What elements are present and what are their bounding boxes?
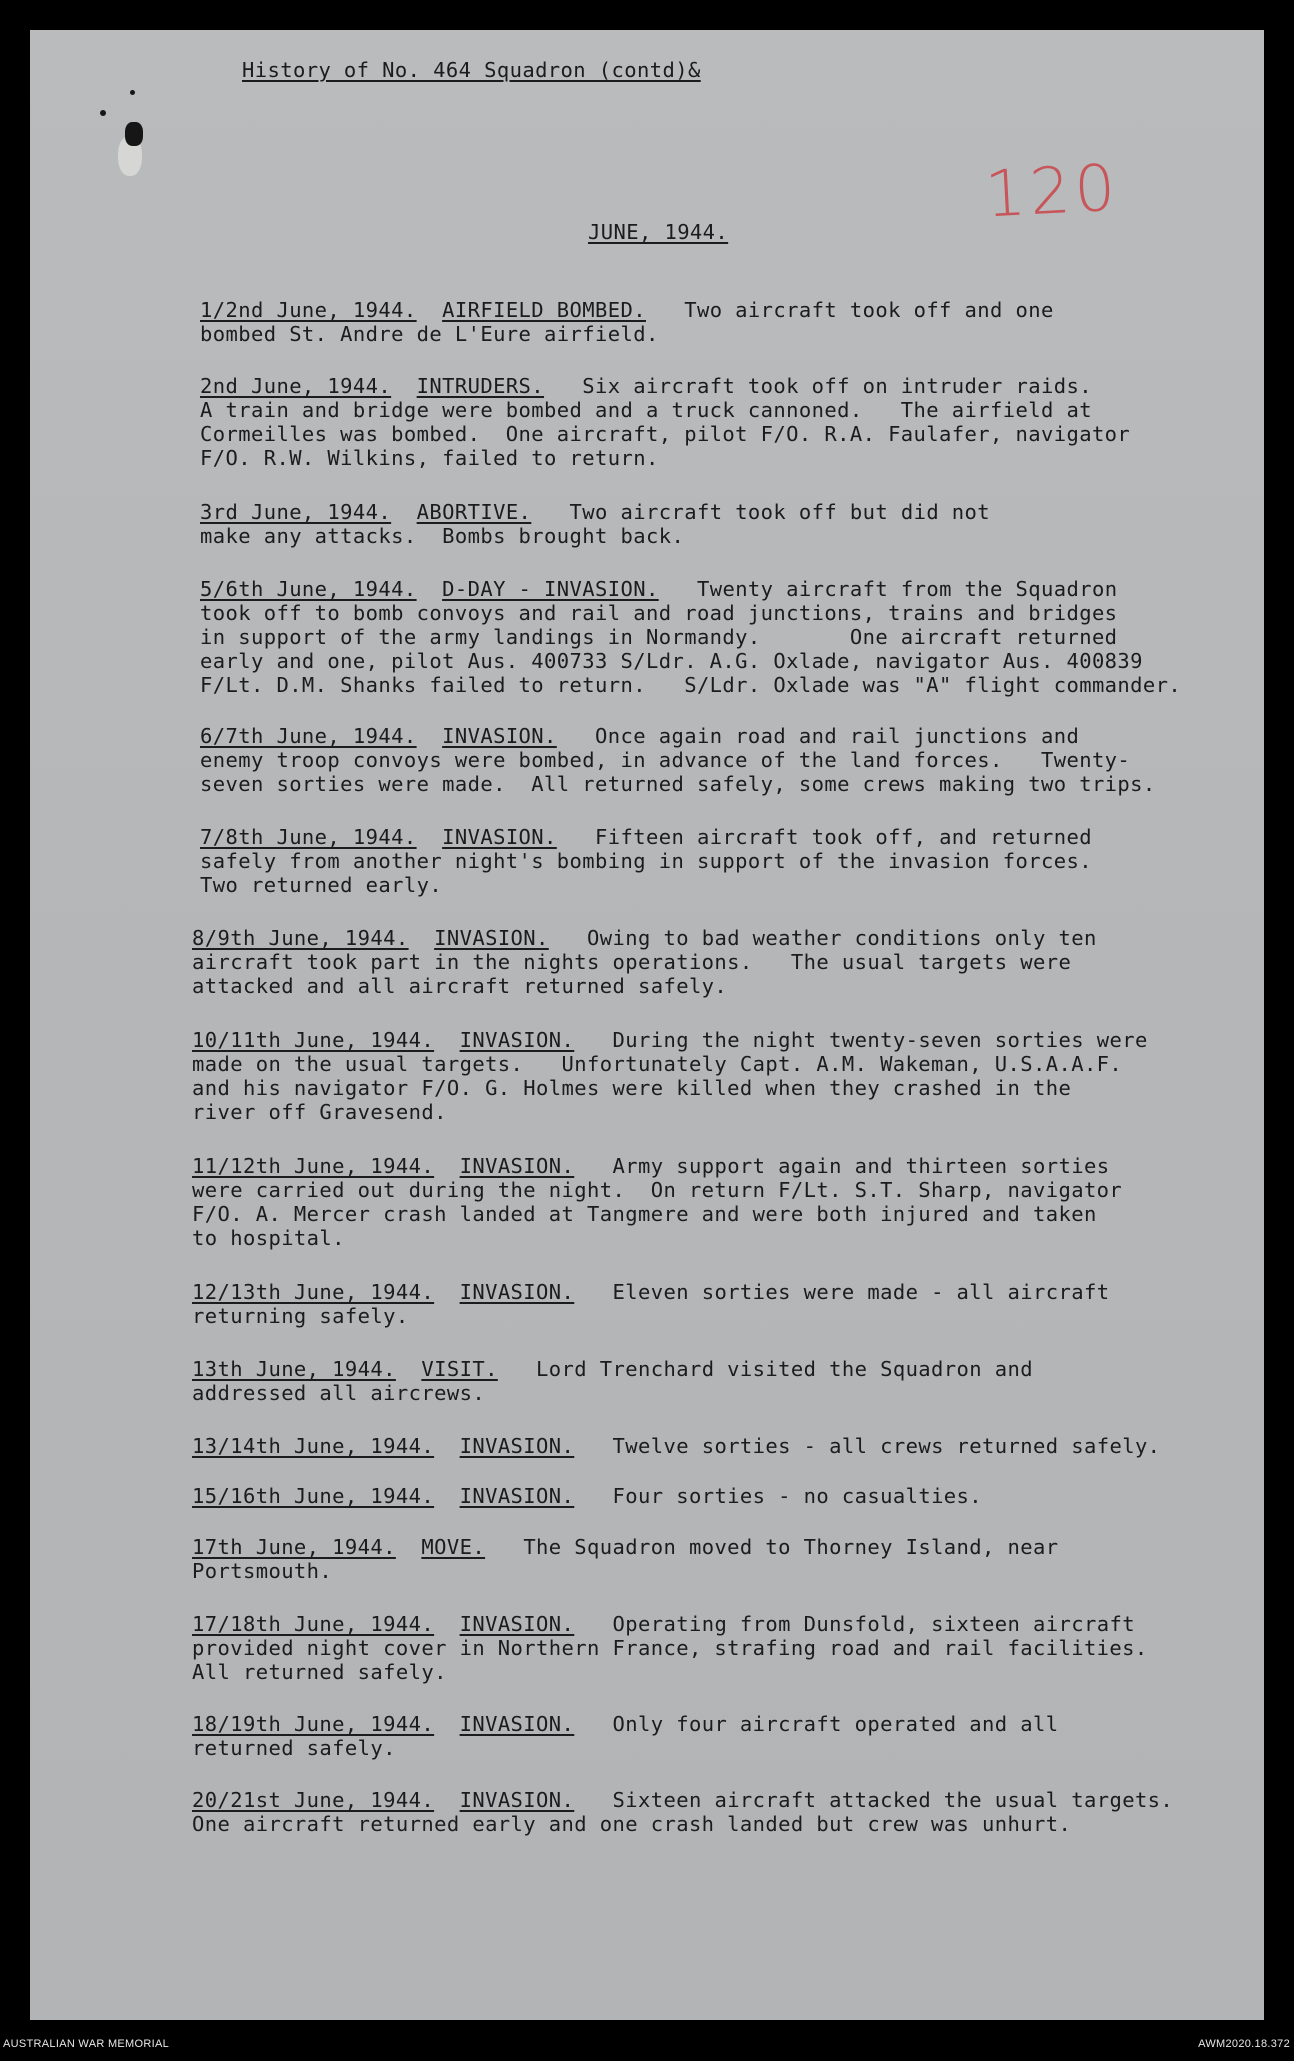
entry-continuation-line: addressed all aircrews. <box>192 1381 486 1405</box>
entry-continuation-line: One aircraft returned early and one crash landed but crew was unhurt. <box>192 1812 1072 1836</box>
entry-date: 17/18th June, 1944. <box>192 1612 435 1636</box>
entry-heading: MOVE. <box>421 1535 486 1559</box>
entry-date: 1/2nd June, 1944. <box>200 298 417 322</box>
log-entry <box>192 1357 1232 1405</box>
entry-date: 12/13th June, 1944. <box>192 1280 435 1304</box>
entry-date: 10/11th June, 1944. <box>192 1028 435 1052</box>
entry-continuation-line: to hospital. <box>192 1226 345 1250</box>
entry-first-line <box>192 1357 1232 1381</box>
entry-continuation-line: seven sorties were made. All returned safely, some crews making two trips. <box>200 772 1156 796</box>
entry-text: Army support again and thirteen sorties <box>612 1154 1110 1178</box>
entry-text: Six aircraft took off on intruder raids. <box>582 374 1092 398</box>
entry-text: During the night twenty-seven sorties were <box>612 1028 1148 1052</box>
entry-date: 13/14th June, 1944. <box>192 1434 435 1458</box>
entry-continuation-line: attacked and all aircraft returned safely. <box>192 974 728 998</box>
log-entry <box>192 1028 1232 1124</box>
entry-first-line <box>192 1788 1232 1812</box>
entry-continuation-line: returning safely. <box>192 1304 409 1328</box>
entry-first-line <box>200 374 1240 398</box>
entry-continuation-line: All returned safely. <box>192 1660 447 1684</box>
entry-continuation-line: Two returned early. <box>200 873 443 897</box>
document-page <box>30 30 1264 2020</box>
entry-continuation-line: made on the usual targets. Unfortunately Capt. A.M. Wakeman, U.S.A.A.F. <box>192 1052 1123 1076</box>
entry-continuation-line: river off Gravesend. <box>192 1100 447 1124</box>
entry-heading: ABORTIVE. <box>416 500 532 524</box>
entry-heading: D-DAY - INVASION. <box>442 577 659 601</box>
entry-first-line <box>200 825 1240 849</box>
entry-continuation-line: safely from another night's bombing in support of the invasion forces. <box>200 849 1092 873</box>
entry-date: 3rd June, 1944. <box>200 500 392 524</box>
entry-date: 11/12th June, 1944. <box>192 1154 435 1178</box>
entry-continuation-line: aircraft took part in the nights operations. The usual targets were <box>192 950 1072 974</box>
entry-first-line <box>200 724 1240 748</box>
entry-date: 18/19th June, 1944. <box>192 1712 435 1736</box>
log-entry <box>192 1484 1232 1508</box>
log-entry <box>192 1535 1232 1583</box>
entry-continuation-line: and his navigator F/O. G. Holmes were killed when they crashed in the <box>192 1076 1072 1100</box>
entry-date: 7/8th June, 1944. <box>200 825 417 849</box>
entry-first-line <box>200 577 1240 601</box>
entry-text: Once again road and rail junctions and <box>595 724 1080 748</box>
entry-text: Four sorties - no casualties. <box>612 1484 983 1508</box>
entry-continuation-line: bombed St. Andre de L'Eure airfield. <box>200 322 659 346</box>
entry-heading: INVASION. <box>442 724 557 748</box>
entry-first-line <box>192 1280 1232 1304</box>
entry-text: Fifteen aircraft took off, and returned <box>595 825 1092 849</box>
entry-date: 8/9th June, 1944. <box>192 926 409 950</box>
entry-heading: INVASION. <box>434 926 549 950</box>
entry-first-line <box>200 298 1240 322</box>
month-heading: JUNE, 1944. <box>588 220 729 244</box>
entry-heading: INVASION. <box>459 1154 575 1178</box>
entry-continuation-line: early and one, pilot Aus. 400733 S/Ldr. A.G. Oxlade, navigator Aus. 400839 <box>200 649 1143 673</box>
log-entry <box>200 374 1240 470</box>
entry-first-line <box>192 1154 1232 1178</box>
entry-heading: INVASION. <box>459 1484 575 1508</box>
entry-text: The Squadron moved to Thorney Island, near <box>523 1535 1059 1559</box>
entry-continuation-line: returned safely. <box>192 1736 396 1760</box>
entry-heading: INVASION. <box>442 825 557 849</box>
ink-mark <box>100 110 106 116</box>
entry-heading: AIRFIELD BOMBED. <box>442 298 646 322</box>
log-entry <box>200 500 1240 548</box>
entry-continuation-line: Portsmouth. <box>192 1559 333 1583</box>
entry-date: 15/16th June, 1944. <box>192 1484 435 1508</box>
log-entry <box>192 1612 1232 1684</box>
entry-date: 5/6th June, 1944. <box>200 577 417 601</box>
entry-first-line <box>192 926 1232 950</box>
log-entry <box>192 1154 1232 1250</box>
entry-text: Lord Trenchard visited the Squadron and <box>536 1357 1033 1381</box>
entry-continuation-line: took off to bomb convoys and rail and road junctions, trains and bridges <box>200 601 1118 625</box>
entry-first-line <box>192 1434 1232 1458</box>
entry-continuation-line: in support of the army landings in Normandy. One aircraft returned <box>200 625 1118 649</box>
footer-accession-number: AWM2020.18.372 <box>1198 2038 1290 2050</box>
entry-first-line <box>192 1712 1232 1736</box>
footer-institution: AUSTRALIAN WAR MEMORIAL <box>3 2038 170 2050</box>
entry-heading: INVASION. <box>459 1434 575 1458</box>
entry-text: Sixteen aircraft attacked the usual targets. <box>612 1788 1174 1812</box>
log-entry <box>192 1788 1232 1836</box>
entry-heading: INVASION. <box>459 1788 575 1812</box>
log-entry <box>192 1434 1232 1458</box>
entry-continuation-line: enemy troop convoys were bombed, in advance of the land forces. Twenty- <box>200 748 1131 772</box>
entry-heading: INVASION. <box>459 1612 575 1636</box>
entry-continuation-line: F/Lt. D.M. Shanks failed to return. S/Ldr. Oxlade was "A" flight commander. <box>200 673 1182 697</box>
entry-heading: INVASION. <box>459 1280 575 1304</box>
entry-heading: INTRUDERS. <box>416 374 545 398</box>
entry-text: Twelve sorties - all crews returned safely. <box>612 1434 1161 1458</box>
entry-text: Only four aircraft operated and all <box>612 1712 1059 1736</box>
entry-date: 6/7th June, 1944. <box>200 724 417 748</box>
ink-mark <box>125 122 143 146</box>
entry-continuation-line: F/O. A. Mercer crash landed at Tangmere and were both injured and taken <box>192 1202 1097 1226</box>
entry-continuation-line: Cormeilles was bombed. One aircraft, pilot F/O. R.A. Faulafer, navigator <box>200 422 1131 446</box>
entry-continuation-line: make any attacks. Bombs brought back. <box>200 524 685 548</box>
entry-heading: INVASION. <box>459 1028 575 1052</box>
entry-heading: VISIT. <box>421 1357 498 1381</box>
entry-text: Operating from Dunsfold, sixteen aircraft <box>612 1612 1135 1636</box>
log-entry <box>192 1280 1232 1328</box>
entry-text: Owing to bad weather conditions only ten <box>587 926 1097 950</box>
entry-continuation-line: A train and bridge were bombed and a truck cannoned. The airfield at <box>200 398 1092 422</box>
entry-first-line <box>192 1612 1232 1636</box>
entry-first-line <box>200 500 1240 524</box>
entry-heading: INVASION. <box>459 1712 575 1736</box>
entry-first-line <box>192 1484 1232 1508</box>
entry-text: Twenty aircraft from the Squadron <box>696 577 1118 601</box>
log-entry <box>200 825 1240 897</box>
entry-continuation-line: F/O. R.W. Wilkins, failed to return. <box>200 446 659 470</box>
log-entry <box>200 298 1240 346</box>
ink-mark <box>130 90 135 95</box>
log-entry <box>192 1712 1232 1760</box>
document-header: History of No. 464 Squadron (contd)& <box>242 58 701 82</box>
entry-continuation-line: were carried out during the night. On return F/Lt. S.T. Sharp, navigator <box>192 1178 1123 1202</box>
page-number: 120 <box>983 151 1122 233</box>
entry-text: Eleven sorties were made - all aircraft <box>612 1280 1110 1304</box>
entry-continuation-line: provided night cover in Northern France, strafing road and rail facilities. <box>192 1636 1148 1660</box>
entry-date: 20/21st June, 1944. <box>192 1788 435 1812</box>
entry-text: Two aircraft took off but did not <box>569 500 991 524</box>
log-entry <box>200 724 1240 796</box>
entry-date: 13th June, 1944. <box>192 1357 396 1381</box>
log-entry <box>200 577 1240 697</box>
entry-first-line <box>192 1028 1232 1052</box>
entry-date: 2nd June, 1944. <box>200 374 392 398</box>
log-entry <box>192 926 1232 998</box>
entry-text: Two aircraft took off and one <box>684 298 1054 322</box>
entry-date: 17th June, 1944. <box>192 1535 396 1559</box>
entry-first-line <box>192 1535 1232 1559</box>
